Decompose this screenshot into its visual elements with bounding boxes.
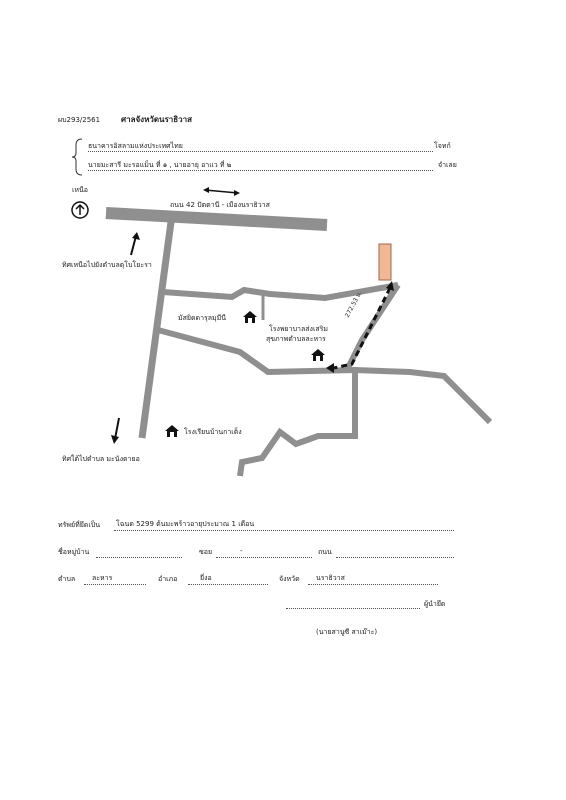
district-label: อำเภอ xyxy=(158,575,178,583)
province-line xyxy=(308,584,438,585)
school-label: โรงเรียนบ้านกาเต็ง xyxy=(184,428,242,436)
mosque-label: มัสยิดดารุลมุมีนี xyxy=(178,314,227,322)
hospital-label-1: โรงพยาบาลส่งเสริม xyxy=(269,325,328,333)
north-label: เหนือ xyxy=(72,186,88,194)
soi-line xyxy=(216,557,312,558)
subdistrict-line xyxy=(84,584,146,585)
south-road xyxy=(240,372,355,476)
plaintiff-role: โจทก์ xyxy=(434,142,451,150)
defendant-role: จำเลย xyxy=(438,161,457,169)
district-line xyxy=(188,584,268,585)
signature-line xyxy=(286,608,420,609)
road-label: ถนน xyxy=(318,548,332,556)
hospital-label-2: สุขภาพตำบลละหาร xyxy=(266,335,326,343)
route-line xyxy=(334,288,390,368)
case-number: ผบ293/2561 xyxy=(58,116,101,124)
court-name: ศาลจังหวัดนราธิวาส xyxy=(121,115,193,124)
main-road xyxy=(106,213,327,225)
property-line xyxy=(114,530,454,531)
hospital-house-icon xyxy=(310,348,326,362)
distance-label: 272.53 ม. xyxy=(343,290,364,319)
village-label: ชื่อหมู่บ้าน xyxy=(58,548,90,556)
province-value: นราธิวาส xyxy=(316,574,345,582)
district-value: ยี่งอ xyxy=(200,574,212,582)
soi-value: - xyxy=(240,547,243,555)
subdistrict-label: ตำบล xyxy=(58,575,76,583)
main-road-label: ถนน 42 ปัตตานี - เมืองนราธิวาส xyxy=(170,201,270,209)
property-value: โฉนด 5299 ต้นมะพร้าวอายุประมาณ 1 เดือน xyxy=(116,520,255,528)
village-line xyxy=(96,557,182,558)
plaintiff-name: ธนาคารอิสลามแห่งประเทศไทย xyxy=(88,142,183,150)
plot-marker xyxy=(379,244,391,280)
province-label: จังหวัด xyxy=(279,575,300,583)
seizer-label: ผู้นำยึด xyxy=(424,600,446,608)
defendant-name: นายมะสารี มะรอแม็น ที่ ๑ , นายอายุ อาแว ที่ ๒ xyxy=(88,161,232,169)
north-direction-arrow xyxy=(131,236,136,255)
to-south-label: ทิศใต้ไปตำบล มะนังตายอ xyxy=(62,455,140,463)
seizer-name: (นายสานูซี สาเม๊าะ) xyxy=(316,628,378,636)
property-label: ทรัพย์ที่ยึดเป็น xyxy=(58,521,100,529)
subdistrict-value: ละหาร xyxy=(92,574,113,582)
road-line xyxy=(336,557,454,558)
mosque-house-icon xyxy=(242,310,258,324)
double-arrow-icon xyxy=(205,190,238,193)
school-house-icon xyxy=(164,424,180,438)
to-north-label: ทิศเหนือไปยังตำบลดุโบโยะรา xyxy=(62,261,152,269)
soi-label: ซอย xyxy=(199,548,213,556)
south-direction-arrow xyxy=(115,418,119,439)
